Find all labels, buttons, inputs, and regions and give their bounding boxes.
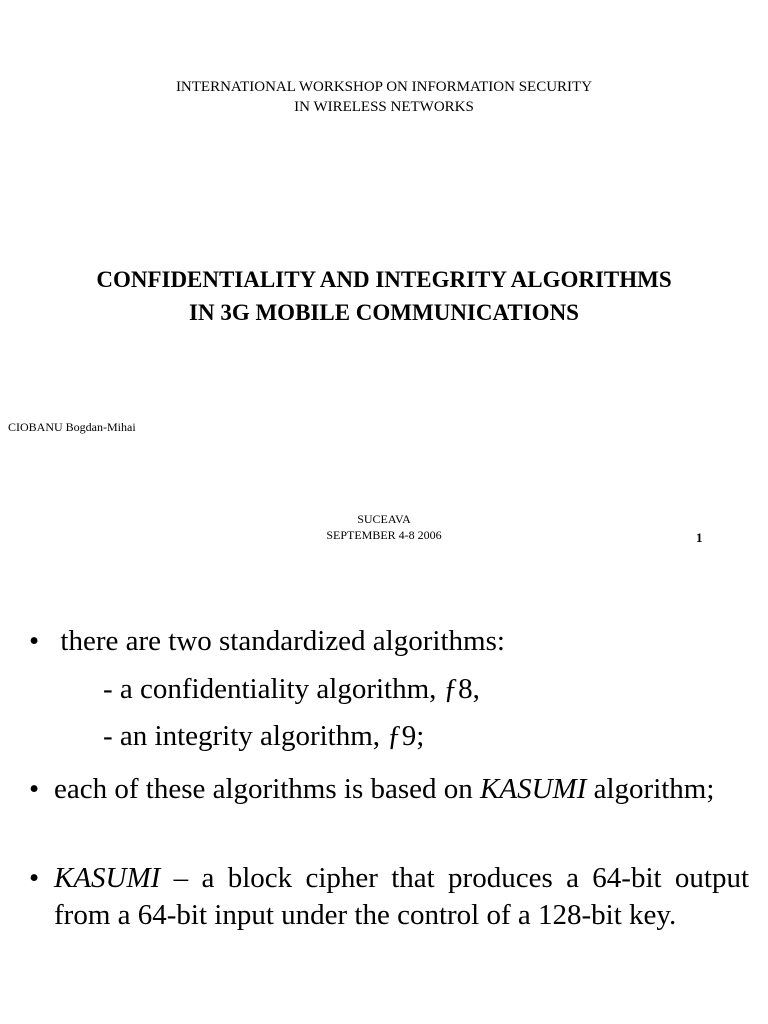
sub-item-integrity: - an integrity algorithm, ƒ9;	[103, 720, 425, 752]
sub-item-confidentiality: - a confidentiality algorithm, ƒ8,	[103, 673, 480, 705]
bullet-marker: •	[29, 773, 40, 805]
conference-line-1: INTERNATIONAL WORKSHOP ON INFORMATION SECURITY	[175, 79, 593, 95]
bullet-item-2	[29, 771, 749, 808]
venue-block	[0, 511, 768, 543]
venue-date: SEPTEMBER 4-8 2006	[326, 528, 442, 542]
bullet-marker: •	[29, 625, 40, 657]
kasumi-term: KASUMI	[54, 862, 161, 894]
conference-header	[0, 77, 768, 117]
author-name: CIOBANU Bogdan-Mihai	[8, 420, 136, 434]
paper-title	[0, 263, 768, 329]
bullet-item-3	[29, 860, 749, 934]
bullet-marker: •	[29, 862, 40, 894]
bullet-text: there are two standardized algorithms:	[60, 625, 505, 657]
title-line-2: IN 3G MOBILE COMMUNICATIONS	[189, 300, 579, 325]
bullet-item-1	[29, 623, 505, 660]
bullet-text: KASUMI – a block cipher that produces a 64-bit output from a 64-bit input under the control of a 128-bit key.	[54, 862, 749, 931]
title-line-1: CONFIDENTIALITY AND INTEGRITY ALGORITHMS	[96, 267, 672, 292]
page-number: 1	[696, 530, 703, 545]
bullet-text: each of these algorithms is based on KASUMI algorithm;	[54, 773, 715, 805]
conference-line-2: IN WIRELESS NETWORKS	[294, 99, 474, 115]
venue-city: SUCEAVA	[357, 512, 411, 526]
kasumi-term: KASUMI	[480, 773, 587, 805]
